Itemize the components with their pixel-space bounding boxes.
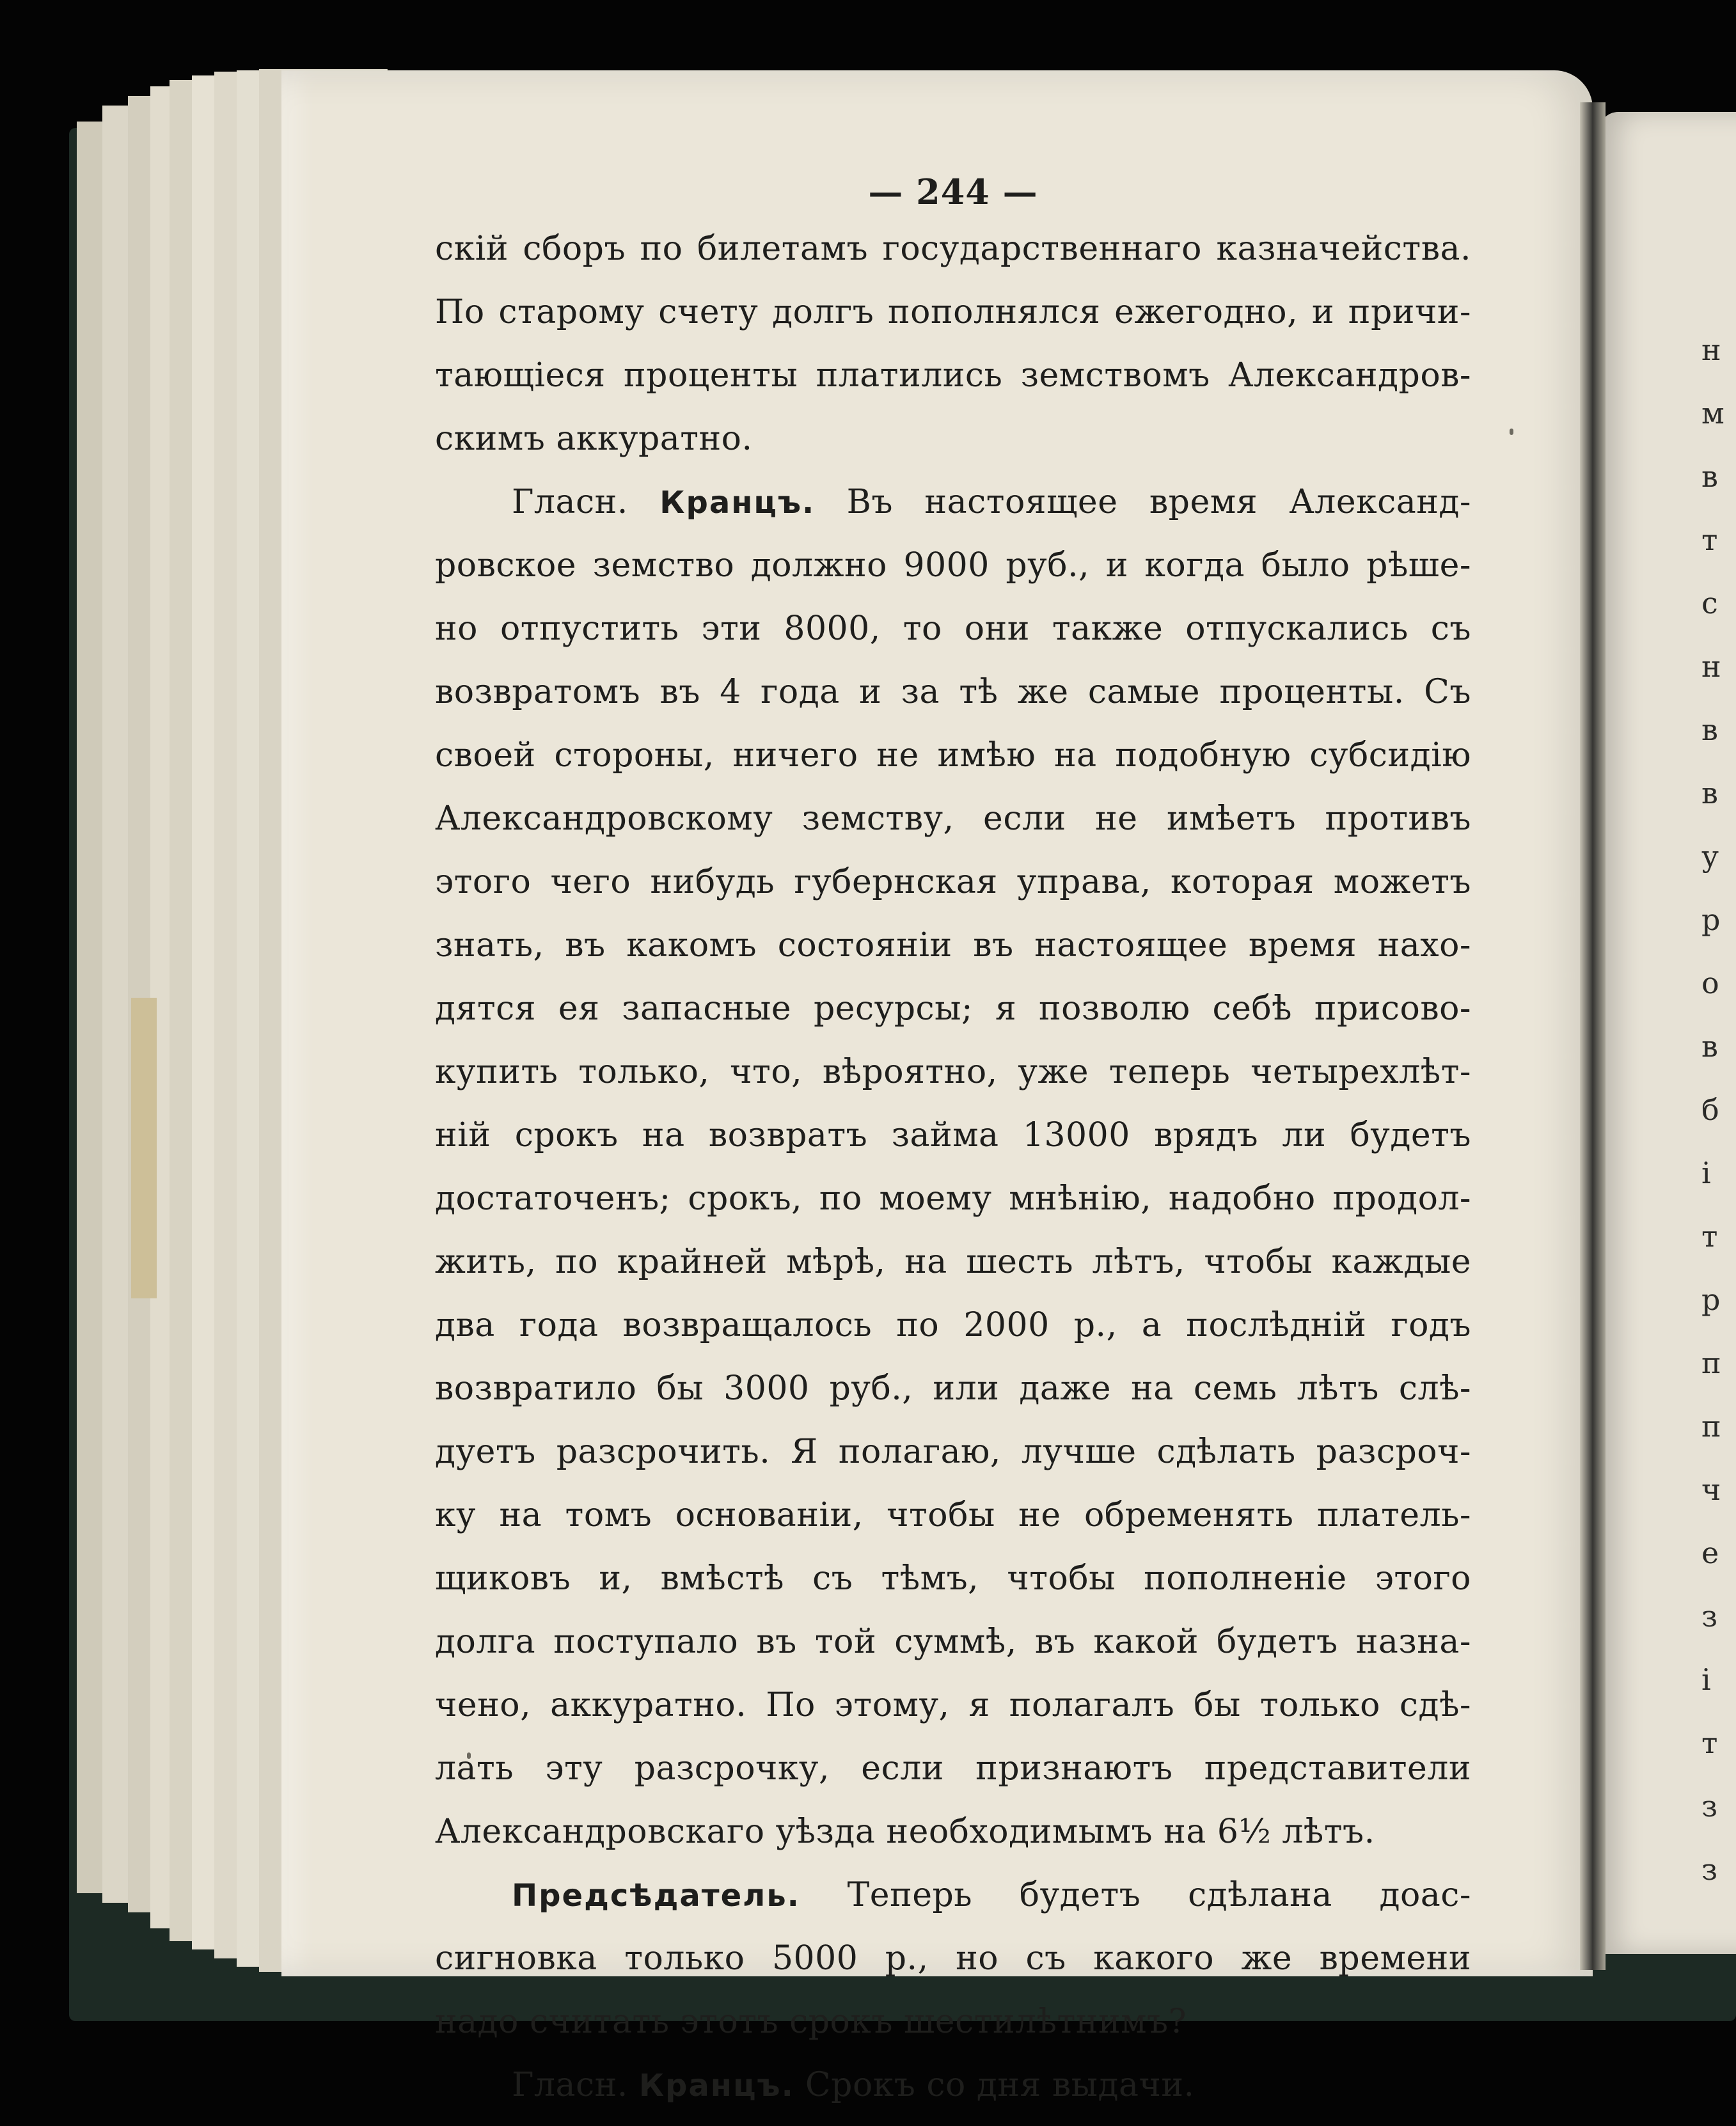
text-lines — [435, 217, 1471, 2117]
page-text — [435, 166, 1471, 2117]
text-segment: лать эту разсрочку, если признаютъ представители — [435, 1749, 1471, 1788]
text-line — [435, 1547, 1471, 1610]
facing-page-letter: з — [1701, 1852, 1718, 1887]
facing-page-letter: м — [1701, 396, 1724, 430]
book-gutter — [1580, 102, 1606, 1970]
text-line — [435, 1737, 1471, 1800]
text-line — [435, 407, 1471, 471]
text-line — [435, 914, 1471, 977]
facing-page-letter: в — [1701, 776, 1718, 810]
text-line — [435, 217, 1471, 281]
text-line — [435, 281, 1471, 344]
text-line — [435, 1231, 1471, 1294]
facing-page-letter: в — [1701, 713, 1718, 747]
text-segment: но отпустить эти 8000, то они также отпускались съ — [435, 610, 1471, 648]
text-segment: Срокъ со дня выдачи. — [794, 2066, 1195, 2104]
text-line — [435, 1167, 1471, 1231]
text-line — [435, 1610, 1471, 1674]
text-line — [435, 1104, 1471, 1167]
facing-page-letter: і — [1701, 1156, 1711, 1190]
facing-page-letter: н — [1701, 649, 1721, 684]
text-line — [435, 1041, 1471, 1104]
text-line — [435, 1357, 1471, 1421]
text-segment: два года возвращалось по 2000 р., а послѣдній годъ — [435, 1306, 1471, 1344]
text-segment: достаточенъ; срокъ, по моему мнѣнію, надобно продол- — [435, 1179, 1471, 1218]
speaker-name: Предсѣдатель. — [512, 1878, 800, 1914]
text-segment: знать, въ какомъ состояніи въ настоящее время нахо- — [435, 926, 1471, 965]
text-segment: Александровскому земству, если не имѣетъ противъ — [435, 799, 1471, 838]
text-line — [435, 1864, 1471, 1927]
text-segment: надо считать этотъ срокъ шестилѣтнимъ? — [435, 2003, 1187, 2041]
text-line — [435, 597, 1471, 661]
text-line — [435, 787, 1471, 851]
speaker-name: Кранцъ. — [638, 2068, 794, 2104]
text-segment: По старому счету долгъ пополнялся ежегодно, и причи- — [435, 293, 1471, 331]
text-segment: Гласн. — [512, 2066, 639, 2104]
text-line — [435, 1421, 1471, 1484]
text-line — [435, 1294, 1471, 1357]
text-segment: дятся ея запасные ресурсы; я позволю себѣ присово- — [435, 989, 1471, 1028]
facing-page-letter: п — [1701, 1346, 1721, 1380]
facing-page-letter: р — [1701, 902, 1721, 937]
text-line — [435, 1484, 1471, 1547]
text-line — [435, 534, 1471, 597]
text-segment: чено, аккуратно. По этому, я полагалъ бы только сдѣ- — [435, 1686, 1471, 1724]
text-line — [435, 344, 1471, 407]
text-segment: возвратило бы 3000 руб., или даже на семь лѣтъ слѣ- — [435, 1369, 1471, 1408]
facing-page-letter: р — [1701, 1282, 1721, 1317]
facing-page-letter: у — [1701, 839, 1719, 874]
text-segment: этого чего нибудь губернская управа, которая можетъ — [435, 863, 1471, 901]
facing-page-letter: т — [1701, 523, 1718, 557]
text-segment: скимъ аккуратно. — [435, 420, 753, 458]
facing-page-letter: н — [1701, 333, 1721, 367]
text-segment: Гласн. — [512, 483, 660, 521]
facing-page-letter: т — [1701, 1219, 1718, 1254]
facing-page-letter: ч — [1701, 1472, 1721, 1507]
text-line — [435, 661, 1471, 724]
text-segment: своей стороны, ничего не имѣю на подобную субсидію — [435, 736, 1471, 775]
text-segment: сигновка только 5000 р., но съ какого же времени — [435, 1939, 1471, 1978]
facing-page-letter: о — [1701, 966, 1719, 1000]
text-segment: щиковъ и, вмѣстѣ съ тѣмъ, чтобы пополненіе этого — [435, 1559, 1471, 1598]
text-segment: ку на томъ основаніи, чтобы не обременять платель- — [435, 1496, 1471, 1534]
facing-page-letter: е — [1701, 1536, 1719, 1570]
text-segment: Теперь будетъ сдѣлана доас- — [800, 1876, 1471, 1914]
text-line — [435, 1674, 1471, 1737]
text-segment: Въ настоящее время Александ- — [815, 483, 1471, 521]
text-line — [435, 977, 1471, 1041]
facing-page-letter: з — [1701, 1599, 1718, 1634]
facing-page-letter: с — [1701, 586, 1718, 620]
text-segment: Александровскаго уѣзда необходимымъ на 6½ лѣтъ. — [435, 1813, 1375, 1851]
facing-page-letter: в — [1701, 1029, 1718, 1064]
text-segment: долга поступало въ той суммѣ, въ какой будетъ назна- — [435, 1623, 1471, 1661]
speaker-name: Кранцъ. — [659, 485, 816, 521]
facing-page-letter: і — [1701, 1662, 1711, 1697]
text-line — [435, 1800, 1471, 1864]
text-line — [435, 724, 1471, 787]
facing-page-letter: т — [1701, 1726, 1718, 1760]
text-line — [435, 2054, 1471, 2117]
text-line — [435, 1927, 1471, 1990]
text-segment: возвратомъ въ 4 года и за тѣ же самые проценты. Съ — [435, 673, 1471, 711]
text-segment: ровское земство должно 9000 руб., и когда было рѣше- — [435, 546, 1471, 585]
ink-speck — [1510, 429, 1513, 435]
paper-tab — [131, 998, 157, 1298]
text-segment: дуетъ разсрочить. Я полагаю, лучше сдѣлать разсроч- — [435, 1433, 1471, 1471]
text-line — [435, 471, 1471, 534]
facing-page-letter: з — [1701, 1789, 1718, 1823]
text-line — [435, 1990, 1471, 2054]
facing-page-letter: б — [1701, 1092, 1719, 1127]
text-segment: скій сборъ по билетамъ государственнаго казначейства. — [435, 230, 1471, 268]
text-segment: тающіеся проценты платились земствомъ Александров- — [435, 356, 1471, 395]
facing-page-letter: в — [1701, 459, 1718, 494]
text-segment: ній срокъ на возвратъ займа 13000 врядъ ли будетъ — [435, 1116, 1471, 1154]
facing-page-letter: п — [1701, 1409, 1721, 1444]
text-line — [435, 851, 1471, 914]
text-segment: жить, по крайней мѣрѣ, на шесть лѣтъ, чтобы каждые — [435, 1243, 1471, 1281]
text-segment: купить только, что, вѣроятно, уже теперь четырехлѣт- — [435, 1053, 1471, 1091]
page-number: — 244 — — [868, 171, 1038, 212]
